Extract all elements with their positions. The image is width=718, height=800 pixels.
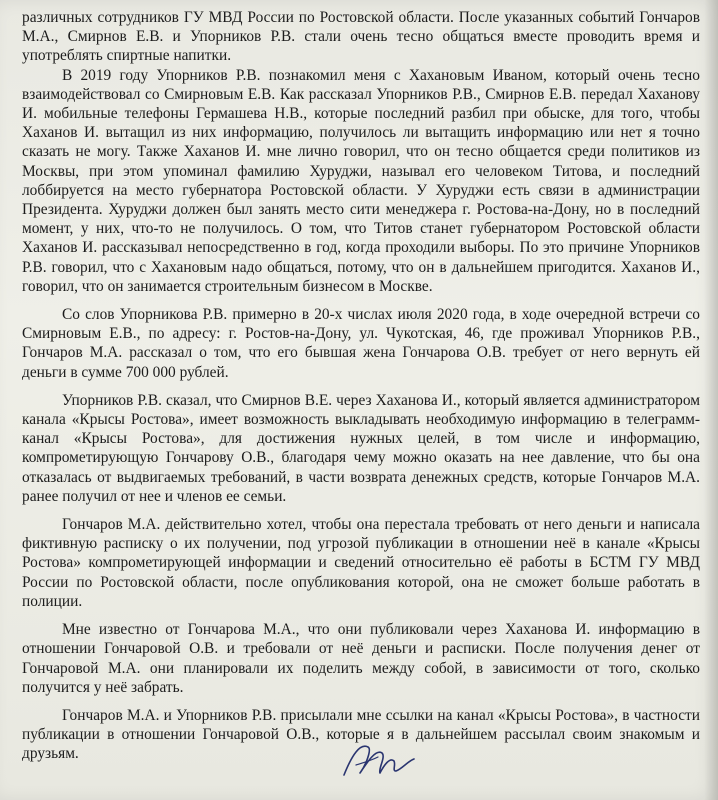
paragraph-1: различных сотрудников ГУ МВД России по Ростовской области. После указанных событий Гончаров М.А., Смирнов Е.В. и Упорников Р.В. стали очень тесно общаться вместе проводить время и употреблять спиртные напитки. bbox=[22, 9, 700, 65]
paragraph-5: Гончаров М.А. действительно хотел, чтобы она перестала требовать от него деньги и написала фиктивную расписку о их получении, под угрозой публикации в отношении неё в канале «Крысы Ростова» компрометирующей информации и сведений относительно её работы в БСТМ ГУ МВД России по Ростовской области, после опубликования которой, она не сможет больше работать в полиции. bbox=[22, 516, 700, 610]
paragraph-4: Упорников Р.В. сказал, что Смирнов В.Е. через Хаханова И., который является администратором канала «Крысы Ростова», имеет возможность выкладывать необходимую информацию в телеграмм-канал «Крысы Ростова», для достижения нужных целей, в том числе и информацию, компрометирующую Гончарову О.В., благодаря чему можно оказать на нее давление, что бы она отказалась от выдвигаемых требований, в части возврата денежных средств, которые Гончаров М.А. ранее получил от нее и членов ее семьи. bbox=[22, 391, 700, 505]
paragraph-6: Мне известно от Гончарова М.А., что они публиковали через Хаханова И. информацию в отношении Гончаровой О.В. и требовали от неё деньги и расписки. После получения денег от Гончаровой М.А. они планировали их поделить между собой, в зависимости от того, сколько получится у неё забрать. bbox=[22, 621, 700, 696]
paragraph-2: В 2019 году Упорников Р.В. познакомил меня с Хахановым Иваном, который очень тесно взаимодействовал со Смирновым Е.В. Как рассказал Упорников Р.В., Смирнов Е.В. передал Хаханову И. мобильные телефоны Гермашева Н.В., которые последний разбил при обыске, для того, чтобы Хаханов И. вытащил из них информацию, получилось ли вытащить информацию или нет я точно сказать не могу. Также Хаханов И. мне лично говорил, что он тесно общается среди политиков из Москвы, при этом упоминал фамилию Хуруджи, называл его человеком Титова, и последний лоббируется на место губернатора Ростовской области. У Хуруджи есть связи в администрации Президента. Хуруджи должен был занять место сити менеджера г. Ростова-на-Дону, но в последний момент, у них, что-то не получилось. О том, что Титов станет губернатором Ростовской области Хаханов И. рассказывал непосредственно в год, когда проходили выборы. По это причине Упорников Р.В. говорил, что с Хахановым надо общаться, потому, что он в дальнейшем пригодится. Хаханов И., говорил, что он занимается строительным бизнесом в Москве. bbox=[22, 66, 700, 295]
document-text bbox=[22, 8, 700, 764]
page-edge-shadow bbox=[704, 0, 718, 800]
paragraph-7: Гончаров М.А. и Упорников Р.В. присылали мне ссылки на канал «Крысы Ростова», в частности публикации в отношении Гончаровой О.В., которые я в дальнейшем рассылал своим знакомым и друзьям. bbox=[22, 706, 700, 763]
signature bbox=[338, 735, 418, 785]
paragraph-3: Со слов Упорникова Р.В. примерно в 20-х числах июля 2020 года, в ходе очередной встречи со Смирновым Е.В., по адресу: г. Ростов-на-Дону, ул. Чукотская, 46, где проживал Упорников Р.В., Гончаров М.А. рассказал о том, что его бывшая жена Гончарова О.В. требует от него вернуть ей деньги в сумме 700 000 рублей. bbox=[22, 306, 700, 381]
